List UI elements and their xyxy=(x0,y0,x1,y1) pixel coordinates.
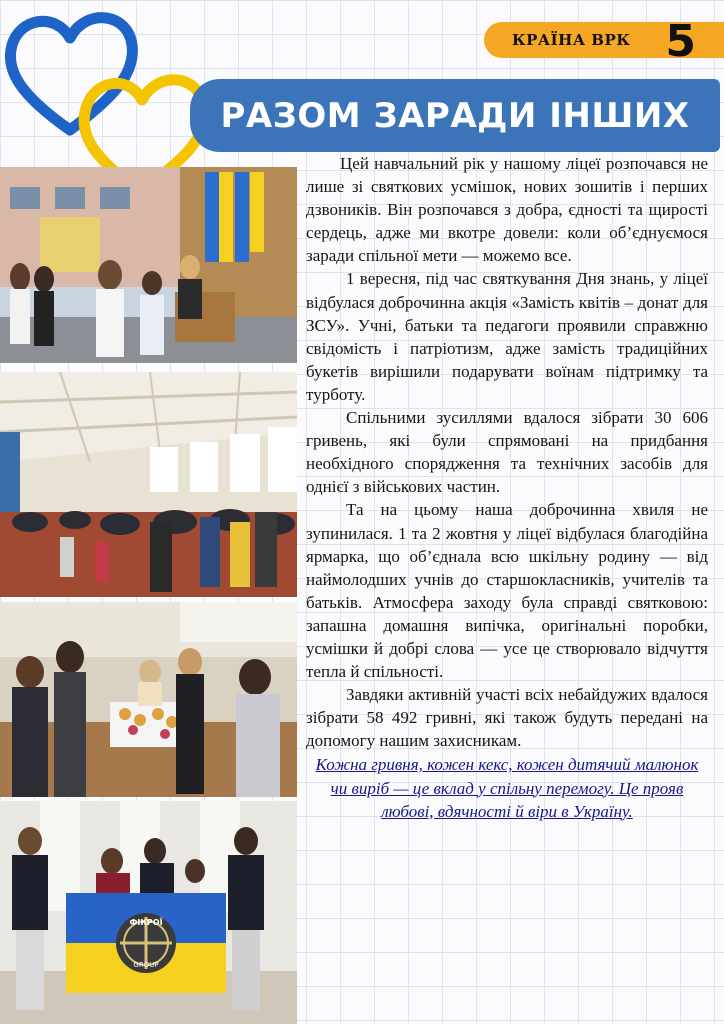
photo-schoolyard-donation xyxy=(0,167,297,363)
title-banner xyxy=(190,79,720,152)
paragraph-intro: Цей навчальний рік у нашому ліцеї розпочався не лише зі святкових усмішок, нових зошитів і перших дзвоників. Він розпочався з добра, єдності та щирості сердець, адже ми вкотре довели: коли об’єднуємося заради спільної мети — можемо все. xyxy=(306,154,708,266)
paragraph-sept-first: 1 вересня, під час святкування Дня знань, у ліцеї відбулася доброчинна акція «Замість квітів – донат для ЗСУ». Учні, батьки та педагоги проявили справжню свідомість і патріотизм, адже замість традиційних букетів вирішили подарувати воїнам підтримку та турботу. xyxy=(306,269,708,404)
section-badge xyxy=(484,16,724,67)
svg-text:ФІКРОЇ: ФІКРОЇ xyxy=(129,918,163,927)
paragraph-second-sum: Завдяки активній участі всіх небайдужих вдалося зібрати 58 492 гривні, які також будуть передані на допомогу нашим захисникам. xyxy=(306,685,708,751)
photo-students-with-flag xyxy=(0,801,297,1024)
paragraph-charity-fair: Та на цьому наша доброчинна хвиля не зупинилася. 1 та 2 жовтня у ліцеї відбулася благодійна ярмарка, що об’єднала всю шкільну родину — від наймолодших учнів до старшокласників, учителів та батьків. Атмосфера заходу була справді святковою: запашна домашня випічка, оригінальні поробки, усмішки й добрі слова — усе це створювало відчуття тепла й спільності. xyxy=(306,500,708,682)
blue-heart-icon xyxy=(10,18,132,130)
section-label: КРАЇНА ВРК xyxy=(512,31,631,49)
paragraph-first-sum: Спільними зусиллями вдалося зібрати 30 606 гривень, які були спрямовані на придбання необхідного спорядження та технічних засобів для однієї з військових частин. xyxy=(306,408,708,497)
closing-quote: Кожна гривня, кожен кекс, кожен дитячий малюнок чи виріб — це вклад у спільну перемогу. Це прояв любові, вдячності й віри в Україну. xyxy=(315,755,699,821)
article-body xyxy=(306,152,708,823)
photo-gym-assembly xyxy=(0,372,297,597)
photo-charity-fair xyxy=(0,602,297,797)
page-title: РАЗОМ ЗАРАДИ ІНШИХ xyxy=(220,95,690,136)
page-number: 5 xyxy=(665,16,696,67)
svg-text:GROUP: GROUP xyxy=(133,961,159,969)
flag-icon xyxy=(66,893,226,993)
